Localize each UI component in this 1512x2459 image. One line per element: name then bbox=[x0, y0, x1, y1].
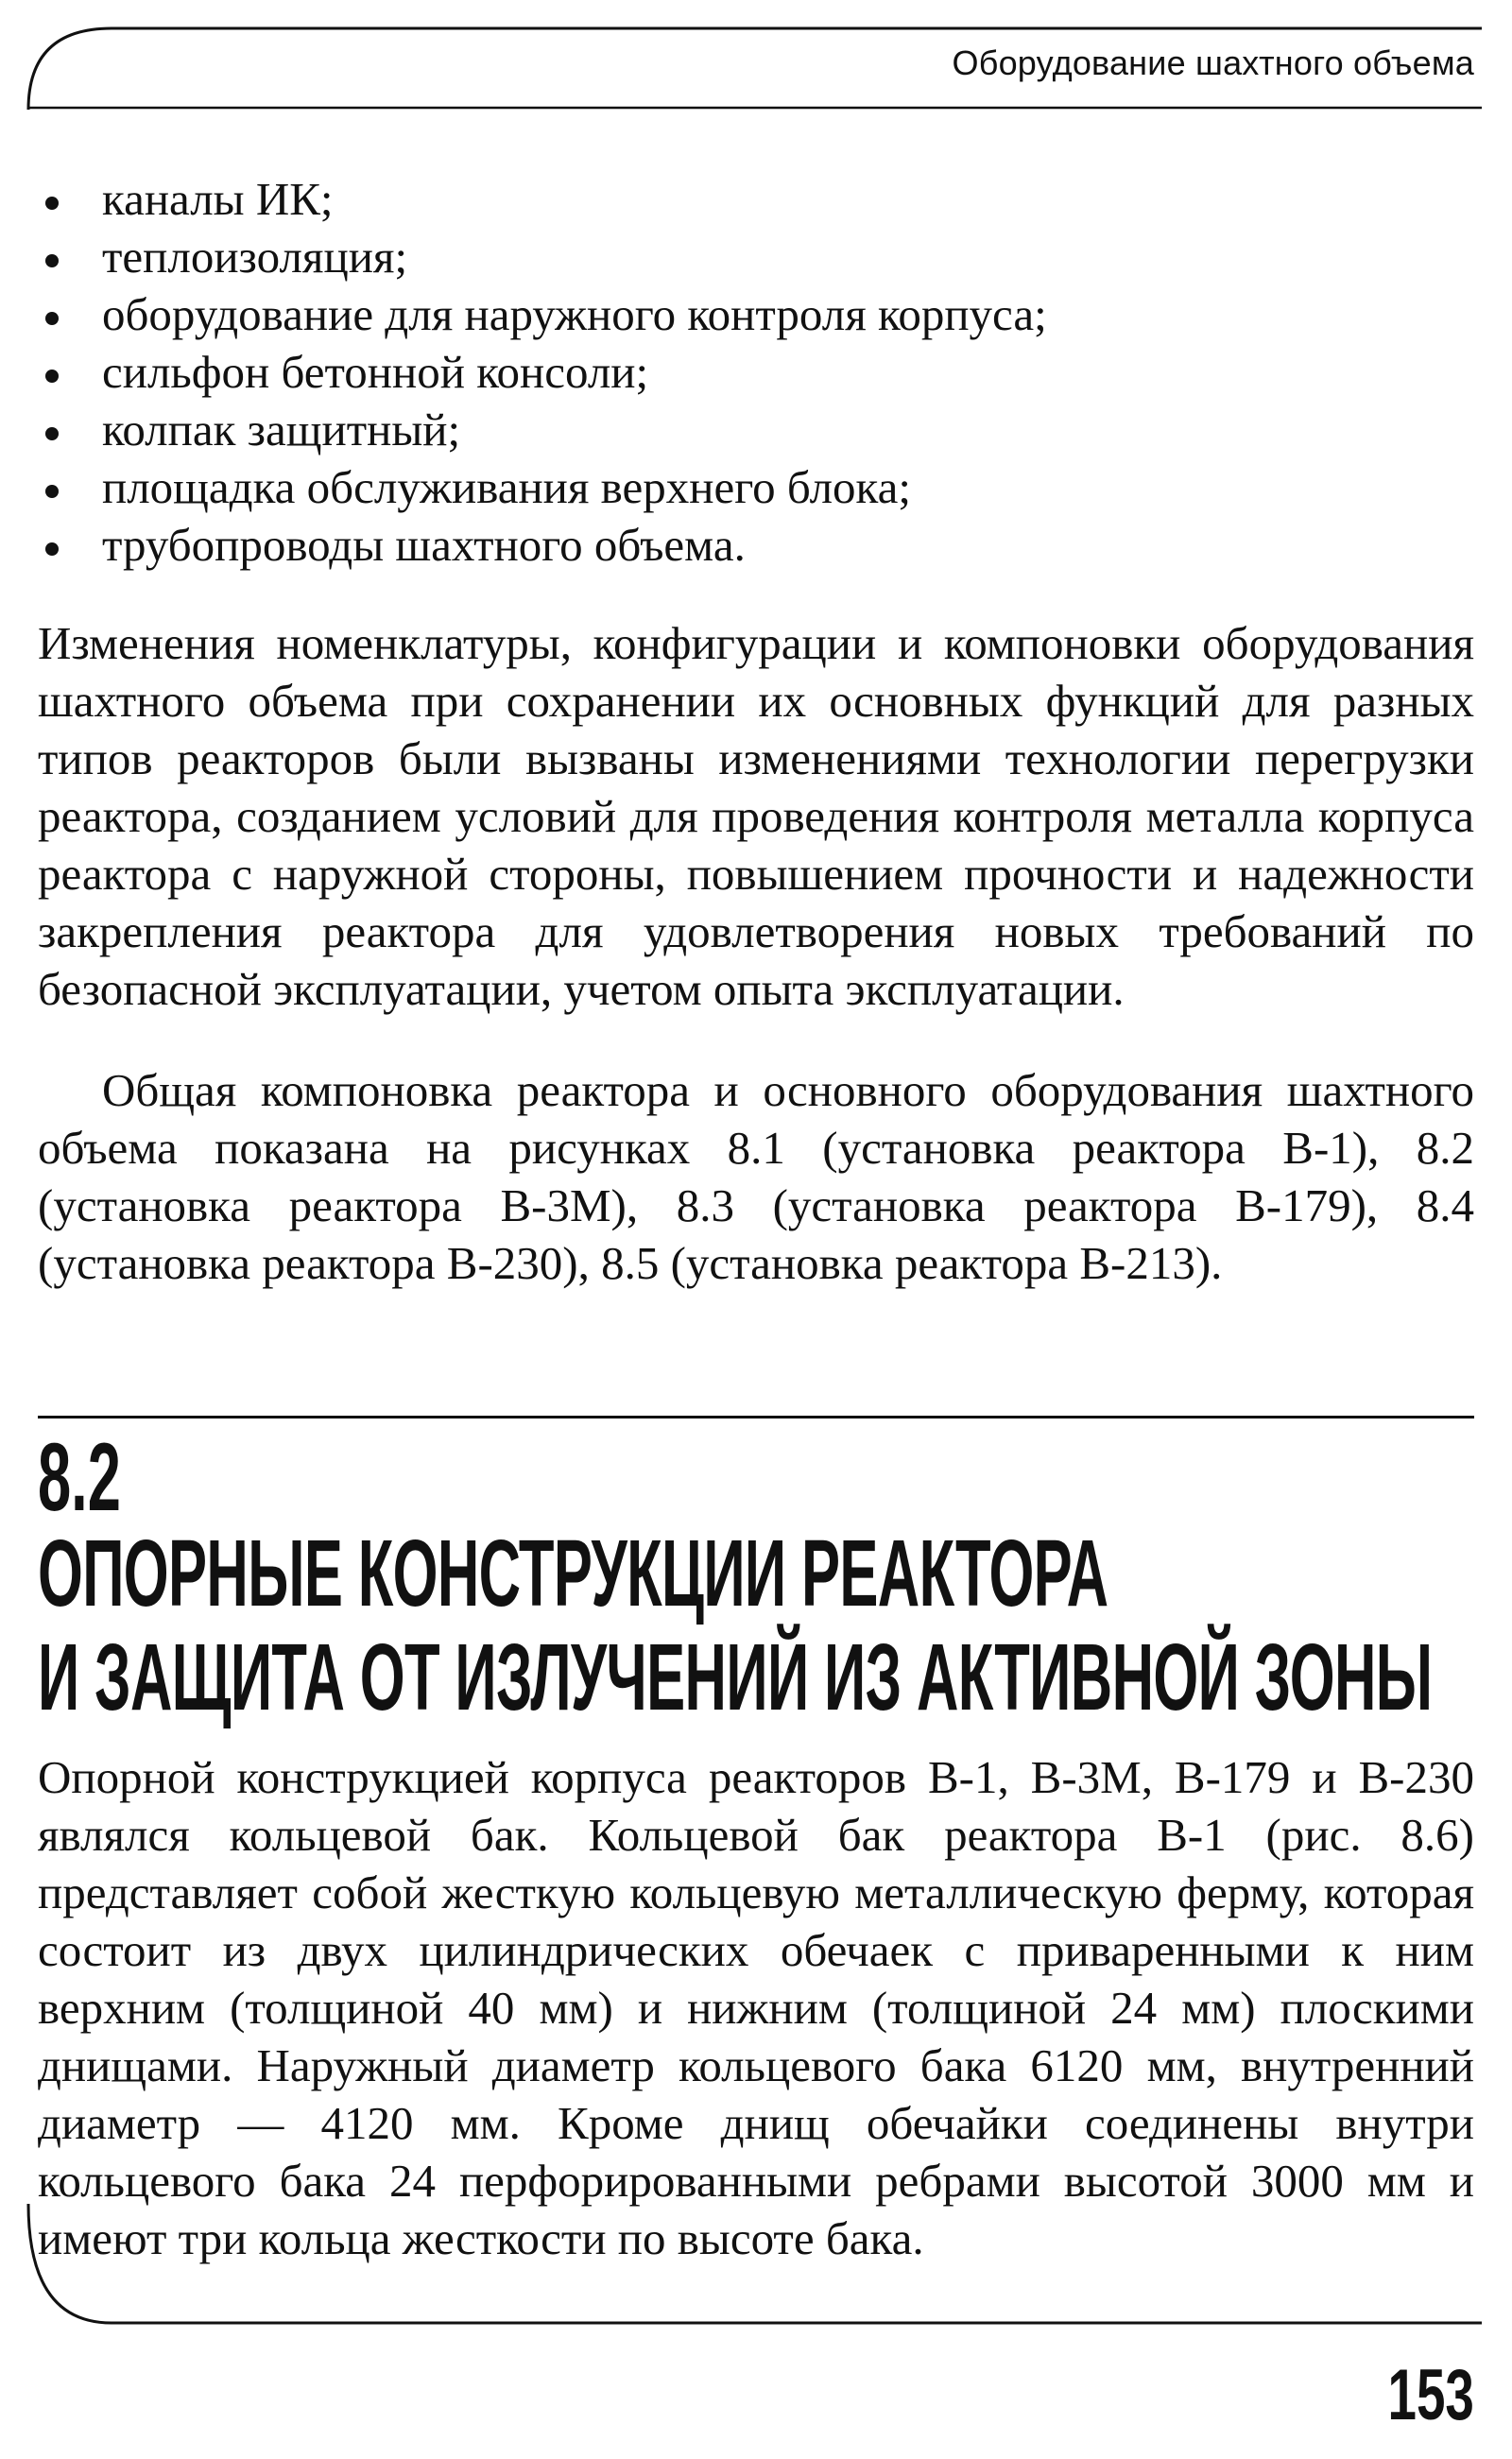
list-item: оборудование для наружного контроля корпуса; bbox=[38, 285, 1474, 343]
paragraph-annular-tank: Опорной конструкцией корпуса реакторов В-1, В-3М, В-179 и В-230 являлся кольцевой бак. Кольцевой бак реактора В-1 (рис. 8.6) представляет собой жесткую кольцевую металлическую ферму, которая состоит из двух цилиндрических обечаек с приваренными к ним верхним (толщиной 40 мм) и нижним (толщиной 24 мм) плоскими днищами. Наружный диаметр кольцевого бака 6120 мм, внутренний диаметр — 4120 мм. Кроме днищ обечайки соединены внутри кольцевого бака 24 перфорированными ребрами высотой 3000 мм и имеют три кольца жесткости по высоте бака. bbox=[38, 1751, 1474, 2264]
paragraph-general-layout: Общая компоновка реактора и основного оборудования шахтного объема показана на рисунках 8.1 (установка реактора В-1), 8.2 (установка реактора В-3М), 8.3 (установка реактора В-179), 8.4 (установка реактора В-230), 8.5 (установка реактора В-213). bbox=[38, 1064, 1474, 1289]
running-head: Оборудование шахтного объема bbox=[952, 43, 1474, 82]
section-title bbox=[38, 1521, 1433, 1730]
list-item: колпак защитный; bbox=[38, 401, 1474, 458]
paragraph-nomenclature-changes: Изменения номенклатуры, конфигурации и компоновки оборудования шахтного объема при сохранении их основных функций для разных типов реакторов были вызваны изменениями технологии перегрузки реактора, созданием условий для проведения контроля металла корпуса реактора с наружной стороны, повышением прочности и надежности закрепления реактора для удовлетворения новых требований по безопасной эксплуатации, учетом опыта эксплуатации. bbox=[38, 617, 1474, 1015]
page-number: 153 bbox=[1387, 2355, 1474, 2435]
section-divider bbox=[38, 1416, 1474, 1419]
section-title-line-1: ОПОРНЫЕ КОНСТРУКЦИИ РЕАКТОРА bbox=[38, 1521, 1108, 1626]
list-item: сильфон бетонной консоли; bbox=[38, 343, 1474, 401]
list-item: площадка обслуживания верхнего блока; bbox=[38, 458, 1474, 516]
footer-frame bbox=[26, 2202, 1482, 2325]
section-title-line-2: И ЗАЩИТА ОТ ИЗЛУЧЕНИЙ ИЗ АКТИВНОЙ ЗОНЫ bbox=[38, 1625, 1433, 1730]
list-item: трубопроводы шахтного объема. bbox=[38, 516, 1474, 574]
list-item: теплоизоляция; bbox=[38, 228, 1474, 285]
list-item: каналы ИК; bbox=[38, 170, 1474, 228]
equipment-list bbox=[38, 170, 1474, 574]
section-number: 8.2 bbox=[38, 1423, 121, 1531]
